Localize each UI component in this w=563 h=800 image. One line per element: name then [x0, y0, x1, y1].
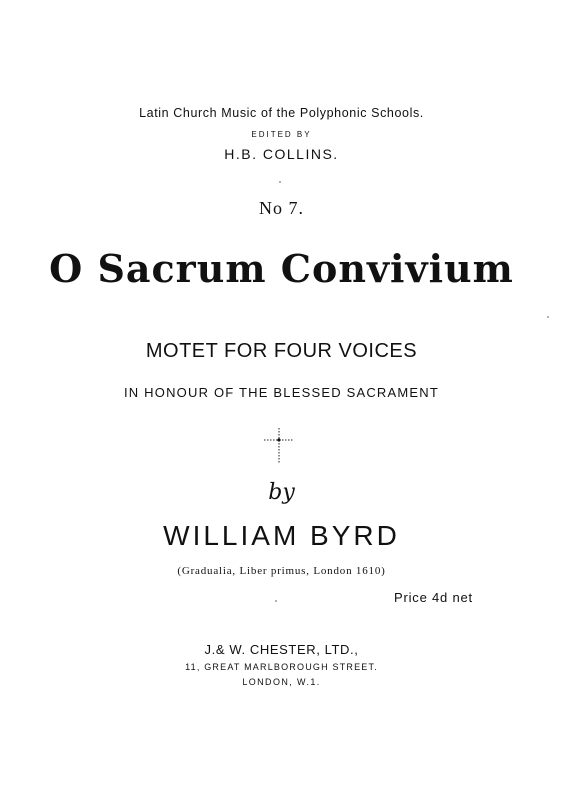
ornament-dot	[275, 600, 277, 602]
publisher-city: LONDON, W.1.	[242, 677, 321, 687]
dedication: IN HONOUR OF THE BLESSED SACRAMENT	[123, 385, 440, 400]
price-label: Price 4d net	[394, 590, 473, 605]
work-subtitle: MOTET FOR FOUR VOICES	[145, 340, 418, 362]
series-title: Latin Church Music of the Polyphonic Schools.	[139, 106, 424, 120]
work-title: O Sacrum Convivium	[49, 246, 514, 291]
ornament-dot	[547, 316, 549, 318]
publisher-address: 11, GREAT MARLBOROUGH STREET.	[185, 662, 378, 672]
composer-name: WILLIAM BYRD	[163, 520, 400, 551]
ornament-dot	[279, 181, 281, 183]
editor-name: H.B. COLLINS.	[224, 146, 339, 162]
publisher-name: J.& W. CHESTER, LTD.,	[204, 642, 359, 657]
edited-by-label: EDITED BY	[251, 130, 312, 139]
source-note: (Gradualia, Liber primus, London 1610)	[177, 565, 386, 577]
publication-number: No 7.	[259, 198, 304, 218]
cross-icon	[264, 428, 294, 464]
by-label: by	[268, 480, 295, 505]
